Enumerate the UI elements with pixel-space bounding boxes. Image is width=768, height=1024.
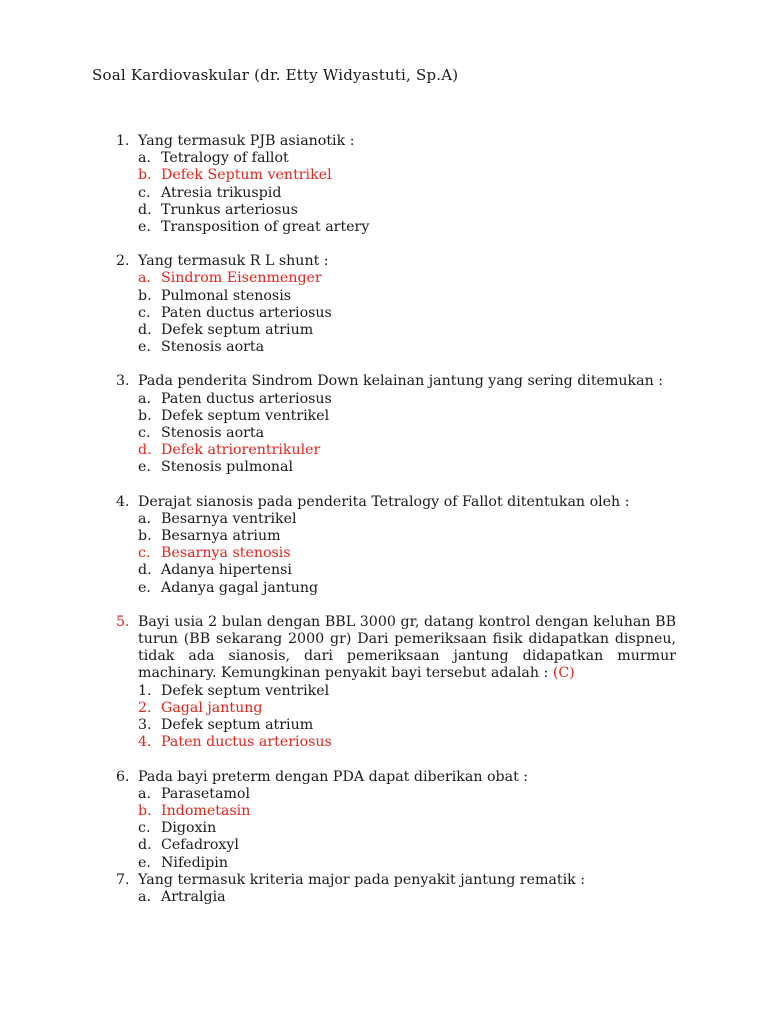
option-text: Defek septum ventrikel xyxy=(161,407,330,424)
option-item xyxy=(116,820,676,837)
option-text: Tetralogy of fallot xyxy=(161,150,289,167)
option-label: 4. xyxy=(138,734,152,751)
option-item xyxy=(116,717,676,734)
question-list xyxy=(116,133,676,906)
option-label: b. xyxy=(138,287,152,304)
option-item xyxy=(116,511,676,528)
option-label: 3. xyxy=(138,717,152,734)
question-spacer xyxy=(116,477,676,494)
option-label: d. xyxy=(138,201,152,218)
question-number: 4. xyxy=(116,493,130,510)
option-correct xyxy=(116,270,676,287)
option-text: Besarnya ventrikel xyxy=(161,510,297,527)
question-stem xyxy=(116,872,676,889)
question-spacer xyxy=(116,597,676,614)
question-text-body: Yang termasuk kriteria major pada penyakit jantung rematik : xyxy=(138,871,586,888)
option-item xyxy=(116,786,676,803)
option-item xyxy=(116,425,676,442)
question-text xyxy=(138,494,676,511)
question-text xyxy=(138,133,676,150)
option-label: a. xyxy=(138,390,151,407)
question-stem xyxy=(116,253,676,270)
option-text: Defek Septum ventrikel xyxy=(161,167,332,184)
option-text: Sindrom Eisenmenger xyxy=(161,270,322,287)
option-label: d. xyxy=(138,837,152,854)
option-item xyxy=(116,339,676,356)
option-label: b. xyxy=(138,167,152,184)
option-label: d. xyxy=(138,322,152,339)
option-text: Parasetamol xyxy=(161,785,250,802)
question-text-body: Bayi usia 2 bulan dengan BBL 3000 gr, datang kontrol dengan keluhan BB turun (BB sekarang 2000 gr) Dari pemeriksaan fisik didapatkan dispneu, tidak ada sianosis, dari pemeriksaan jantung didapatkan murmur machinary. Kemungkinan penyakit bayi tersebut adalah : xyxy=(138,613,676,682)
option-text: Stenosis pulmonal xyxy=(161,459,293,476)
option-label: a. xyxy=(138,785,151,802)
option-text: Paten ductus arteriosus xyxy=(161,734,332,751)
option-text: Atresia trikuspid xyxy=(161,184,282,201)
option-item xyxy=(116,322,676,339)
question-number: 3. xyxy=(116,373,130,390)
option-text: Adanya hipertensi xyxy=(161,562,292,579)
option-label: a. xyxy=(138,150,151,167)
option-text: Digoxin xyxy=(161,820,217,837)
option-text: Paten ductus arteriosus xyxy=(161,390,332,407)
option-item xyxy=(116,305,676,322)
option-correct xyxy=(116,803,676,820)
option-label: e. xyxy=(138,459,151,476)
option-item xyxy=(116,889,676,906)
question-spacer xyxy=(116,236,676,253)
question-text-body: Derajat sianosis pada penderita Tetralogy of Fallot ditentukan oleh : xyxy=(138,493,630,510)
question-text xyxy=(138,373,676,390)
option-label: c. xyxy=(138,304,151,321)
option-label: b. xyxy=(138,802,152,819)
option-label: c. xyxy=(138,425,151,442)
option-text: Besarnya stenosis xyxy=(161,545,291,562)
question-text xyxy=(138,872,676,889)
option-text: Besarnya atrium xyxy=(161,528,281,545)
question-text-body: Pada penderita Sindrom Down kelainan jantung yang sering ditemukan : xyxy=(138,373,664,390)
question-text-body: Yang termasuk PJB asianotik : xyxy=(138,133,355,149)
option-text: Artralgia xyxy=(161,888,226,905)
option-text: Trunkus arteriosus xyxy=(161,201,298,218)
question-number: 5. xyxy=(116,613,130,630)
question-item xyxy=(116,614,676,752)
option-label: c. xyxy=(138,820,151,837)
option-label: e. xyxy=(138,854,151,871)
question-text xyxy=(138,769,676,786)
option-item xyxy=(116,185,676,202)
document-title: Soal Kardiovaskular (dr. Etty Widyastuti, Sp.A) xyxy=(92,66,459,84)
option-text: Transposition of great artery xyxy=(161,219,370,236)
option-item xyxy=(116,580,676,597)
question-spacer xyxy=(116,752,676,769)
option-text: Pulmonal stenosis xyxy=(161,287,292,304)
question-item xyxy=(116,769,676,872)
question-stem xyxy=(116,373,676,390)
option-text: Indometasin xyxy=(161,802,251,819)
option-label: b. xyxy=(138,528,152,545)
question-stem xyxy=(116,494,676,511)
question-item xyxy=(116,494,676,597)
option-item xyxy=(116,408,676,425)
option-text: Gagal jantung xyxy=(161,699,263,716)
question-number: 6. xyxy=(116,768,130,785)
option-label: e. xyxy=(138,219,151,236)
option-label: 2. xyxy=(138,699,152,716)
option-label: 1. xyxy=(138,682,152,699)
answer-key: (C) xyxy=(552,665,575,682)
option-label: d. xyxy=(138,442,152,459)
question-text xyxy=(138,253,676,270)
question-number: 1. xyxy=(116,133,130,149)
option-label: b. xyxy=(138,407,152,424)
option-text: Defek septum atrium xyxy=(161,717,314,734)
question-spacer xyxy=(116,356,676,373)
option-item xyxy=(116,219,676,236)
option-correct xyxy=(116,734,676,751)
option-label: c. xyxy=(138,184,151,201)
option-label: a. xyxy=(138,888,151,905)
option-item xyxy=(116,391,676,408)
option-text: Defek atriorentrikuler xyxy=(161,442,321,459)
option-correct xyxy=(116,167,676,184)
option-item xyxy=(116,683,676,700)
option-item xyxy=(116,150,676,167)
question-text-body: Pada bayi preterm dengan PDA dapat diberikan obat : xyxy=(138,768,529,785)
option-label: e. xyxy=(138,579,151,596)
option-text: Adanya gagal jantung xyxy=(161,579,319,596)
question-text xyxy=(138,614,676,683)
question-stem xyxy=(116,614,676,683)
option-label: a. xyxy=(138,270,151,287)
question-number: 7. xyxy=(116,871,130,888)
option-text: Stenosis aorta xyxy=(161,425,265,442)
option-item xyxy=(116,528,676,545)
question-number: 2. xyxy=(116,253,130,270)
option-text: Defek septum atrium xyxy=(161,322,314,339)
question-stem xyxy=(116,133,676,150)
option-item xyxy=(116,562,676,579)
option-text: Cefadroxyl xyxy=(161,837,239,854)
option-label: d. xyxy=(138,562,152,579)
option-label: c. xyxy=(138,545,151,562)
option-label: e. xyxy=(138,339,151,356)
question-stem xyxy=(116,769,676,786)
option-label: a. xyxy=(138,510,151,527)
question-item xyxy=(116,373,676,476)
option-item xyxy=(116,837,676,854)
option-item xyxy=(116,288,676,305)
question-text-body: Yang termasuk R L shunt : xyxy=(138,253,329,270)
option-item xyxy=(116,459,676,476)
option-text: Defek septum ventrikel xyxy=(161,682,330,699)
option-correct xyxy=(116,545,676,562)
question-item xyxy=(116,872,676,906)
option-correct xyxy=(116,700,676,717)
option-item xyxy=(116,855,676,872)
option-text: Paten ductus arteriosus xyxy=(161,304,332,321)
option-correct xyxy=(116,442,676,459)
option-text: Stenosis aorta xyxy=(161,339,265,356)
option-item xyxy=(116,202,676,219)
question-item xyxy=(116,253,676,356)
question-item xyxy=(116,133,676,236)
option-text: Nifedipin xyxy=(161,854,228,871)
